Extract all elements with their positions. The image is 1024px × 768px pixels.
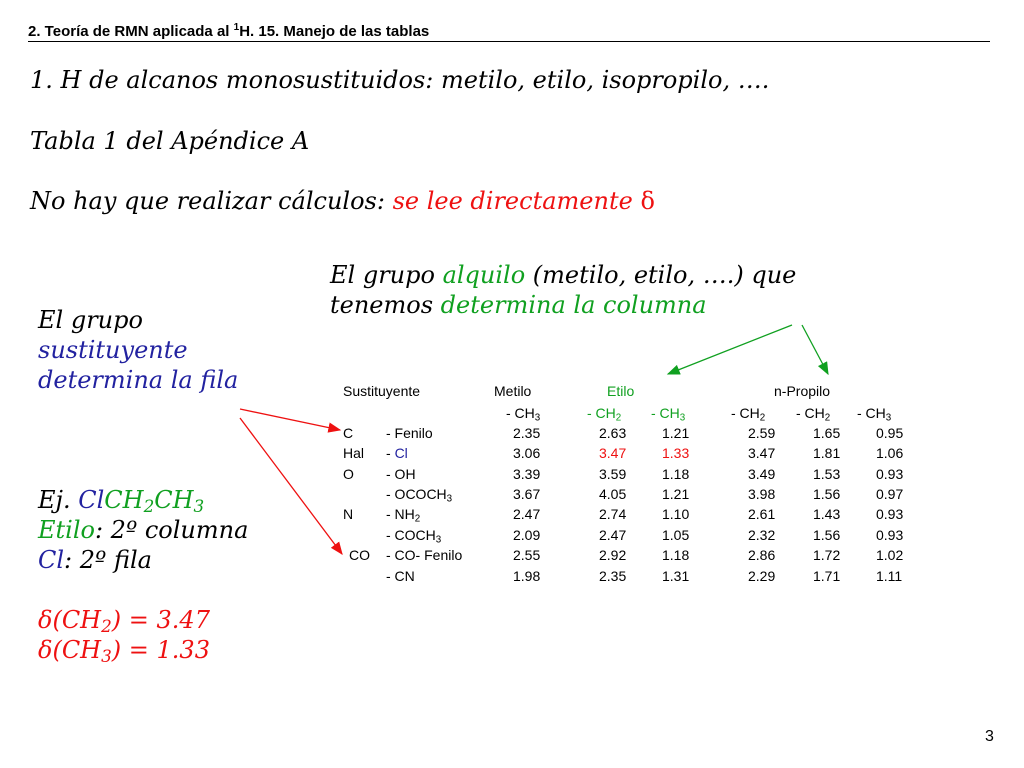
cell: 1.06 (876, 445, 904, 461)
cell: 2.47 (513, 506, 541, 522)
row-substituent: - $COCH_3$ (386, 527, 442, 546)
cell: 2.32 (748, 527, 776, 543)
cell: 2.35 (513, 425, 541, 441)
page-number: 3 (985, 728, 994, 745)
cell-highlight: 1.33 (662, 445, 690, 461)
cell: 1.10 (662, 506, 690, 522)
arrow-to-co-row (240, 418, 342, 554)
slide-header: 2. Teoría de RMN aplicada al $^1$H. 15. Manejo de las tablas (28, 22, 430, 40)
row-substituent: - $NH_2$ (386, 506, 421, 525)
delta-results: $\delta(CH_2) = 3.47$ $\delta(CH_3) = 1.33$ (38, 606, 210, 667)
cell: 1.21 (662, 486, 690, 502)
cell: 2.63 (599, 425, 627, 441)
subheader: - $CH_2$ (796, 405, 831, 424)
col-header-metilo: Metilo (494, 383, 532, 399)
cell: 3.39 (513, 466, 541, 482)
cell: 3.06 (513, 445, 541, 461)
cell: 1.56 (813, 486, 841, 502)
cell: 1.56 (813, 527, 841, 543)
cell: 0.93 (876, 527, 904, 543)
cell: 2.55 (513, 547, 541, 563)
cell: 0.95 (876, 425, 904, 441)
cell: 1.18 (662, 466, 690, 482)
subheader: - $CH_3$ (857, 405, 892, 424)
cell: 1.31 (662, 568, 690, 584)
row-atom: N (343, 506, 354, 522)
row-substituent: - Cl (386, 445, 408, 461)
cell: 0.93 (876, 466, 904, 482)
cell: 1.72 (813, 547, 841, 563)
cell: 2.29 (748, 568, 776, 584)
line-3: No hay que realizar cálculos: se lee directamente δ (30, 187, 655, 215)
row-substituent: - $OCOCH_3$ (386, 486, 453, 505)
cell: 2.47 (599, 527, 627, 543)
cell: 1.53 (813, 466, 841, 482)
group-row-note: El grupo sustituyente determina la fila (38, 306, 239, 394)
col-header-npropilo: n-Propilo (774, 383, 831, 399)
line-1: 1. H de alcanos monosustituidos: metilo, etilo, isopropilo, …. (30, 66, 770, 94)
cell: 2.61 (748, 506, 776, 522)
cell: 3.49 (748, 466, 776, 482)
cell: 1.05 (662, 527, 690, 543)
row-substituent: - OH (386, 466, 416, 482)
cell: 2.59 (748, 425, 776, 441)
cell: 3.98 (748, 486, 776, 502)
cell: 1.81 (813, 445, 841, 461)
col-header-etilo: Etilo (607, 383, 635, 399)
subheader: - $CH_3$ (506, 405, 541, 424)
cell: 1.02 (876, 547, 904, 563)
col-header-sustituyente: Sustituyente (343, 383, 421, 399)
cell-highlight: 3.47 (599, 445, 627, 461)
cell: 2.92 (599, 547, 627, 563)
row-substituent: - Fenilo (386, 425, 433, 441)
cell: 1.43 (813, 506, 841, 522)
arrow-to-npropilo (802, 325, 828, 374)
row-substituent: - CO- Fenilo (386, 547, 463, 563)
cell: 2.09 (513, 527, 541, 543)
example-note: Ej. $ClCH_2CH_3$ Etilo: 2º columna Cl: 2º fila (38, 486, 249, 574)
cell: 1.11 (876, 568, 903, 584)
cell: 2.35 (599, 568, 627, 584)
row-atom: Hal (343, 445, 365, 461)
row-atom: O (343, 466, 354, 482)
arrow-to-hal-row (240, 409, 340, 430)
cell: 2.86 (748, 547, 776, 563)
cell: 3.59 (599, 466, 627, 482)
row-atom: CO (349, 547, 370, 563)
arrow-to-etilo (668, 325, 792, 374)
cell: 0.97 (876, 486, 904, 502)
cell: 3.47 (748, 445, 776, 461)
subheader: - $CH_2$ (587, 405, 622, 424)
group-column-note: El grupo alquilo (metilo, etilo, ….) que tenemos determina la columna (330, 261, 797, 319)
line-2: Tabla 1 del Apéndice A (30, 127, 310, 155)
cell: 1.21 (662, 425, 690, 441)
cell: 1.65 (813, 425, 841, 441)
cell: 0.93 (876, 506, 904, 522)
cell: 3.67 (513, 486, 541, 502)
row-atom: C (343, 425, 354, 441)
cell: 4.05 (599, 486, 627, 502)
row-substituent: - CN (386, 568, 415, 584)
cell: 1.18 (662, 547, 690, 563)
subheader: - $CH_3$ (651, 405, 686, 424)
subheader: - $CH_2$ (731, 405, 766, 424)
cell: 1.71 (813, 568, 841, 584)
cell: 1.98 (513, 568, 541, 584)
cell: 2.74 (599, 506, 627, 522)
